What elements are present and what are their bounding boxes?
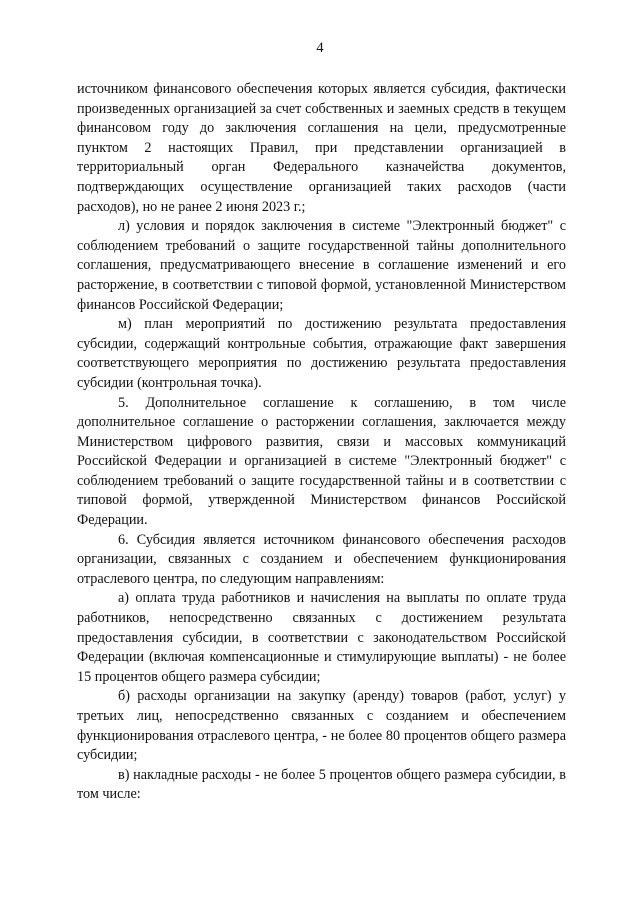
paragraph-item-v: в) накладные расходы - не более 5 процентов общего размера субсидии, в том числе:	[77, 766, 566, 803]
paragraph-clause-6: 6. Субсидия является источником финансового обеспечения расходов организации, связанных с созданием и обеспечением функционирования отраслевого центра, по следующим направлениям:	[77, 531, 566, 587]
paragraph-item-l: л) условия и порядок заключения в системе "Электронный бюджет" с соблюдением требований о защите государственной тайны дополнительного соглашения, предусматривающего внесение в соглашение изменений и его расторжение, в соответствии с типовой формой, установленной Министерством финансов Российской Федерации;	[77, 218, 566, 313]
paragraph-item-m: м) план мероприятий по достижению результата предоставления субсидии, содержащий контрольные события, отражающие факт завершения соответствующего мероприятия по достижению результата предоставления субсидии (контрольная точка).	[77, 316, 566, 391]
page-number: 4	[316, 40, 324, 56]
paragraph-continuation: источником финансового обеспечения которых является субсидия, фактически произведенных организацией за счет собственных и заемных средств в текущем финансовом году до заключения соглашения на цели, предусмотренные пунктом 2 настоящих Правил, при представлении организацией в территориальный орган Федерального казначейства документов, подтверждающих осуществление организацией таких расходов (части расходов), но не ранее 2 июня 2023 г.;	[77, 81, 566, 215]
paragraph-clause-5: 5. Дополнительное соглашение к соглашению, в том числе дополнительное соглашение о расторжении соглашения, заключается между Министерством цифрового развития, связи и массовых коммуникаций Российской Федерации и организацией в системе "Электронный бюджет" с соблюдением требований о защите государственной тайны и в соответствии с типовой формой, утвержденной Министерством финансов Российской Федерации.	[77, 394, 566, 529]
document-body	[77, 80, 566, 805]
paragraph-item-b: б) расходы организации на закупку (аренду) товаров (работ, услуг) у третьих лиц, непосредственно связанных с созданием и обеспечением функционирования отраслевого центра, - не более 80 процентов общего размера субсидии;	[77, 688, 566, 764]
paragraph-item-a: а) оплата труда работников и начисления на выплаты по оплате труда работников, непосредственно связанных с достижением результата предоставления субсидии, в соответствии с законодательством Российской Федерации (включая компенсационные и стимулирующие выплаты) - не более 15 процентов общего размера субсидии;	[77, 590, 566, 685]
